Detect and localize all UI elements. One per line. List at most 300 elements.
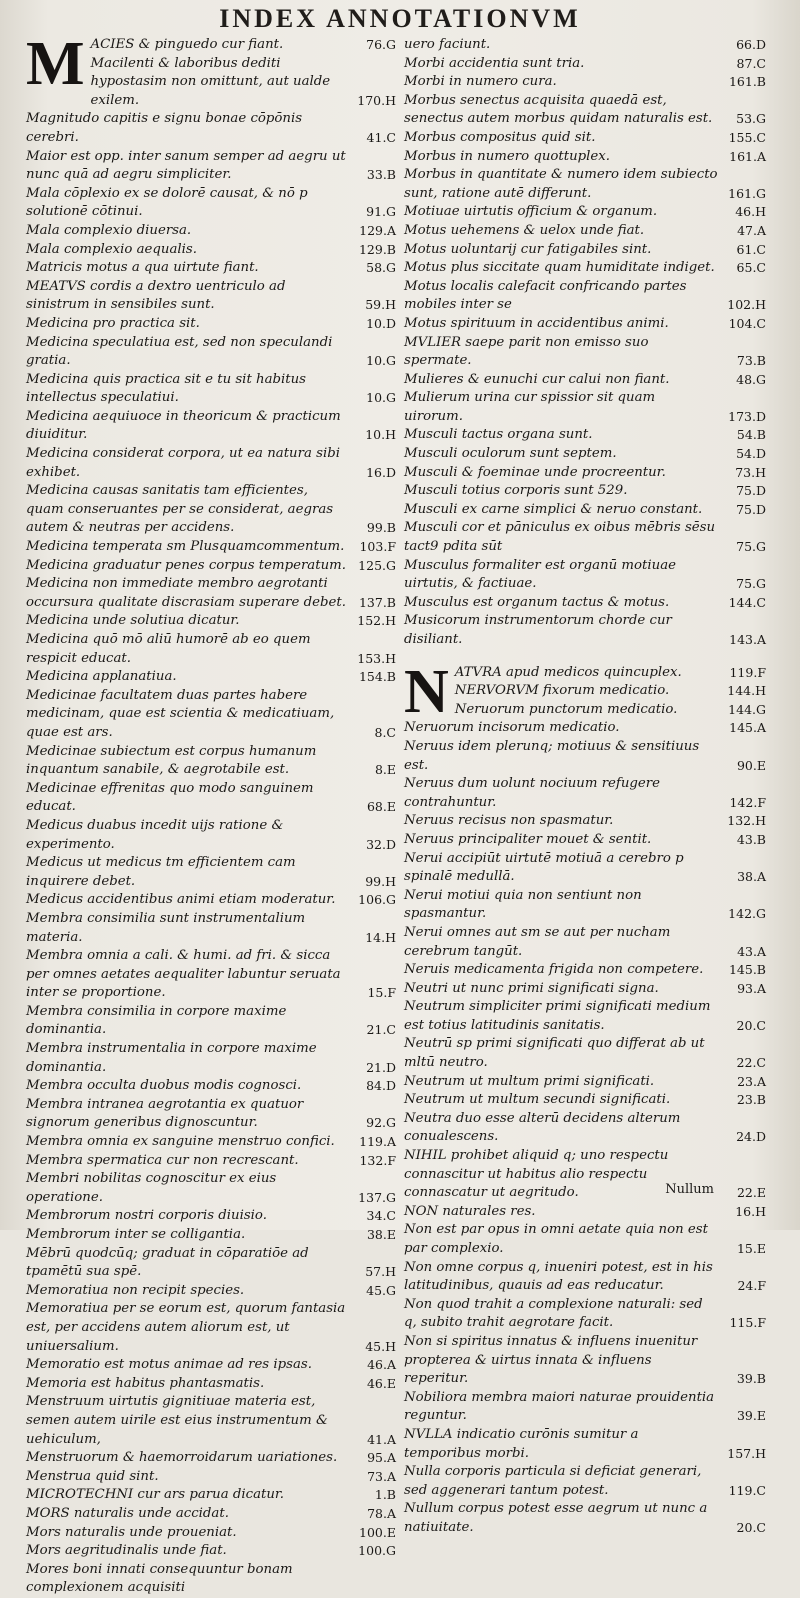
entry-text: Membra instrumentalia in corpore maxime dominantia. [26,1041,317,1075]
entry-text: Nobiliora membra maiori naturae prouidentia reguntur. [404,1389,715,1424]
right-column [404,36,766,1538]
entry-text: Medicus ut medicus tm efficientem cam inquirere debet. [26,855,296,889]
entry-page-ref: 145.A [729,720,766,736]
index-entry [404,482,766,501]
index-entry [26,1486,396,1505]
entry-text: Medicina aequiuoce in theoricum & practicum diuiditur. [26,408,341,443]
entry-text: Nulla corporis particula si deficiat generari, sed aggenerari tantum potest. [404,1464,702,1498]
index-entry [26,110,396,147]
entry-page-ref: 41.C [366,129,396,145]
entry-text: Medicina causas sanitatis tam efficientes, quam conseruantes per se considerat, aegras autem & neutras per accidens. [26,483,334,536]
index-entry [404,73,766,92]
entry-text: Neutri ut nunc primi significati signa. [404,980,659,996]
entry-text: Medicina applanatiua. [26,669,177,685]
entry-page-ref: 73.B [736,353,766,369]
index-entry [404,850,766,887]
entry-page-ref: 137.G [358,1189,396,1205]
index-entry [26,222,396,241]
entry-page-ref: 173.D [728,408,766,424]
index-entry [91,36,396,55]
entry-text: Membra omnia ex sanguine menstruo confici. [26,1134,335,1150]
entry-page-ref: 152.H [357,613,396,629]
index-entry [26,1505,396,1524]
index-entry [26,1170,396,1207]
entry-text: ACIES & pinguedo cur fiant. [90,37,284,52]
index-entry [26,1133,396,1152]
entry-page-ref: 46.H [735,204,766,220]
index-entry [404,1296,766,1333]
entry-text: Menstruorum & haemorroidarum uariationes. [26,1450,338,1466]
entry-text: Neutrum simpliciter primi significati medium est totius latitudinis sanitatis. [404,999,711,1033]
entry-text: Musculi cor et pāniculus ex oibus mēbris sēsu tact9 pdita sūt [404,520,716,555]
entry-page-ref: 99.H [365,873,396,889]
entry-page-ref: 68.E [366,799,396,815]
index-entry [404,1221,766,1258]
entry-page-ref: 106.G [358,892,396,908]
index-entry [26,185,396,222]
entry-text: Musculus formaliter est organū motiuae uirtutis, & factiuae. [404,557,676,592]
entry-text: Motus localis calefacit confricando partes mobiles inter se [404,278,687,313]
entry-page-ref: 22.E [736,1185,766,1201]
index-entry [404,445,766,464]
index-entry [404,612,766,649]
index-entry [404,278,766,315]
entry-page-ref: 75.D [736,501,766,517]
entry-text: Mulieres & eunuchi cur calui non fiant. [404,371,670,387]
entry-page-ref: 61.C [736,241,766,257]
entry-page-ref: 125.G [358,557,396,573]
index-entry [404,166,766,203]
entry-text: Neutrū sp primi significati quo differat ab ut mltū neutro. [404,1036,705,1071]
entry-page-ref: 21.C [366,1022,396,1038]
entry-text: MORS naturalis unde accidat. [26,1505,229,1521]
index-entry [404,222,766,241]
entry-text: Magnitudo capitis e signu bonae cōpōnis cerebri. [26,111,303,145]
entry-page-ref: 21.D [366,1059,396,1075]
catchword: Nullum [665,1182,714,1197]
entry-text: MVLIER saepe parit non emisso suo spermate. [404,334,649,369]
entry-page-ref: 8.C [374,724,396,740]
entry-page-ref: 119.F [729,664,766,680]
entry-text: Musculi & foeminae unde procreentur. [404,464,666,480]
entry-page-ref: 15.F [367,985,396,1001]
index-entry [404,259,766,278]
entry-text: Morbi accidentia sunt tria. [404,55,585,71]
index-entry [26,1040,396,1077]
entry-page-ref: 76.G [366,37,396,52]
entry-text: Non si spiritus innatus & influens inuenitur propterea & uirtus innata & influens reperitur. [404,1333,698,1387]
entry-page-ref: 153.H [357,650,396,666]
entry-page-ref: 137.B [358,594,396,610]
entry-text: Membra consimilia in corpore maxime dominantia. [26,1003,287,1038]
entry-text: Menstruum uirtutis gignitiuae materia est, semen autem uirile est eius instrumentum & uehiculum, [26,1394,328,1447]
index-entry [26,1300,396,1356]
index-entry [26,780,396,817]
index-entry [26,315,396,334]
entry-page-ref: 132.H [727,813,766,829]
entry-text: MEATVS cordis a dextro uentriculo ad sinistrum in sensibiles sunt. [26,278,286,313]
entry-page-ref: 47.A [737,222,766,238]
index-entry [404,719,766,738]
entry-text: Mēbrū quodcūq; graduat in cōparatiōe ad tpamētū sua spē. [26,1245,309,1280]
entry-page-ref: 54.D [736,446,766,462]
entry-page-ref: 58.G [366,260,396,276]
entry-text: Neruus idem plerunq; motiuus & sensitiuus est. [404,738,700,773]
index-entry [26,1077,396,1096]
entry-page-ref: 100.G [358,1543,396,1559]
entry-text: NIHIL prohibet aliquid q; uno respectu connascitur ut habitus alio respectu connascatur ut aegritudo. [404,1148,669,1201]
entry-page-ref: 100.E [359,1524,396,1540]
entry-text: Maior est opp. inter sanum semper ad aegru ut nunc quā ad aegru simpliciter. [26,148,346,183]
entry-text: Membra occulta duobus modis cognosci. [26,1078,302,1094]
index-entry [404,92,766,129]
entry-page-ref: 39.E [736,1408,766,1424]
entry-page-ref: 119.C [728,1482,766,1498]
index-entry [26,631,396,668]
entry-page-ref: 24.F [737,1278,766,1294]
entry-text: Non quod trahit a complexione naturali: sed q, subito trahit aegrotare facit. [404,1296,703,1331]
entry-text: Neruus principaliter mouet & sentit. [404,831,652,847]
entry-page-ref: 32.D [366,836,396,852]
index-entry [26,259,396,278]
entry-page-ref: 170.H [357,92,396,108]
entry-page-ref: 43.B [736,831,766,847]
index-entry [404,1073,766,1092]
index-entry [26,1226,396,1245]
entry-page-ref: 20.C [736,1017,766,1033]
entry-text: Membrorum nostri corporis diuisio. [26,1208,267,1224]
index-entry [404,1035,766,1072]
entry-page-ref: 115.F [729,1315,766,1331]
index-entry [26,1393,396,1449]
entry-page-ref: 38.E [366,1227,396,1242]
entry-text: ATVRA apud medicos quincuplex. [454,664,682,680]
page-header: INDEX ANNOTATIONVM [219,4,581,33]
entry-page-ref: 161.A [729,148,766,164]
index-entry [404,1203,766,1222]
entry-text: Medicina pro practica sit. [26,315,200,331]
entry-text: Neruus dum uolunt nociuum refugere contrahuntur. [404,776,661,810]
index-entry [404,980,766,999]
entry-text: Musculi totius corporis sunt 529. [404,483,628,499]
entry-page-ref: 8.E [374,762,396,778]
entry-text: Motiuae uirtutis officium & organum. [404,204,658,220]
entry-text: Membra omnia a cali. & humi. ad fri. & sicca per omnes aetates aequaliter labuntur seruata inter se proportione. [26,948,341,1001]
entry-page-ref: 57.H [365,1264,396,1280]
entry-text: Morbus compositus quid sit. [404,129,596,145]
entry-page-ref: 65.C [736,260,766,276]
index-entry [26,1003,396,1040]
index-entry [404,1110,766,1147]
entry-page-ref: 91.G [366,204,396,220]
index-entry [26,668,396,687]
entry-text: Motus uehemens & uelox unde fiat. [404,222,645,238]
entry-text: Medicina temperata sm Plusquamcommentum. [26,539,345,555]
index-entry [404,315,766,334]
entry-text: Morbi in numero cura. [404,74,557,90]
entry-page-ref: 33.B [366,167,396,183]
entry-text: Musculi tactus organa sunt. [404,427,593,443]
index-entry [404,426,766,445]
index-entry [404,36,766,55]
index-entry [404,129,766,148]
entry-page-ref: 132.F [359,1152,396,1168]
index-entry [26,910,396,947]
index-entry [26,334,396,371]
entry-page-ref: 73.H [735,464,766,480]
index-entry [26,445,396,482]
entry-text: Neruorum punctorum medicatio. [454,701,678,717]
entry-page-ref: 15.E [736,1241,766,1256]
entry-page-ref: 144.H [727,683,766,699]
entry-page-ref: 154.B [358,669,396,685]
index-entry [404,887,766,924]
entry-page-ref: 155.C [728,129,766,145]
entry-text: NVLLA indicatio curōnis sumitur a temporibus morbi. [404,1426,639,1461]
entry-page-ref: 39.B [736,1371,766,1387]
entry-page-ref: 104.C [728,315,766,331]
index-entry [404,389,766,426]
entry-page-ref: 142.G [728,906,766,922]
entry-page-ref: 22.C [736,1055,766,1071]
entry-text: Morbus in quantitate & numero idem subiecto sunt, ratione autē differunt. [404,167,718,201]
index-entry [26,1375,396,1394]
entry-page-ref: 87.C [736,55,766,71]
index-entry [26,1096,396,1133]
entry-text: NON naturales res. [404,1203,536,1219]
entry-page-ref: 75.G [736,576,766,592]
index-entry [404,464,766,483]
entry-text: Motus uoluntarij cur fatigabiles sint. [404,241,652,257]
entry-text: Memoratiua non recipit species. [26,1282,245,1298]
entry-page-ref: 99.B [366,520,396,536]
index-entry [404,203,766,222]
index-entry [91,55,396,111]
index-entry [26,1524,396,1543]
index-entry [455,682,766,701]
entry-page-ref: 84.D [366,1078,396,1094]
index-entry [404,241,766,260]
entry-text: Morbus senectus acquisita quaedā est, senectus autem morbus quidam naturalis est. [404,92,713,127]
entry-page-ref: 102.H [727,297,766,313]
entry-page-ref: 53.G [736,111,766,127]
entry-text: Medicus accidentibus animi etiam moderatur. [26,892,336,908]
index-entry [26,743,396,780]
entry-text: Medicinae effrenitas quo modo sanguinem educat. [26,780,314,815]
index-entry [26,1542,396,1561]
entry-page-ref: 93.A [737,980,766,996]
index-entry [404,1500,766,1537]
entry-text: Nullum corpus potest esse aegrum ut nunc a natiuitate. [404,1501,708,1535]
entry-page-ref: 129.B [358,241,396,257]
entry-text: Medicus duabus incedit uijs ratione & experimento. [26,817,284,852]
entry-text: Memoratio est motus animae ad res ipsas. [26,1357,312,1373]
index-entry [404,831,766,850]
entry-text: Mors aegritudinalis unde fiat. [26,1543,227,1559]
index-entry [404,924,766,961]
entry-page-ref: 46.E [366,1375,396,1391]
entry-text: Musculi oculorum sunt septem. [404,446,617,462]
index-entry [26,687,396,743]
entry-text: Medicina speculatiua est, sed non speculandi gratia. [26,334,333,369]
entry-text: Musicorum instrumentorum chorde cur disiliant. [404,613,672,647]
index-entry [404,1463,766,1500]
entry-page-ref: 20.C [736,1519,766,1535]
entry-text: Medicina unde solutiua dicatur. [26,613,240,629]
index-entry [26,1449,396,1468]
entry-page-ref: 10.D [366,315,396,331]
index-entry [26,557,396,576]
entry-text: Menstrua quid sint. [26,1468,159,1484]
entry-text: Mala complexio aequalis. [26,241,197,257]
index-entry [404,519,766,556]
entry-text: Motus spirituum in accidentibus animi. [404,315,669,331]
index-entry [26,854,396,891]
index-entry [404,148,766,167]
entry-page-ref: 66.D [736,37,766,52]
entry-page-ref: 145.B [728,962,766,978]
entry-text: Nerui accipiūt uirtutē motiuā a cerebro p spinalē medullā. [404,850,684,885]
entry-page-ref: 59.H [365,297,396,313]
entry-text: Neruus recisus non spasmatur. [404,813,614,829]
entry-text: Motus plus siccitate quam humiditate indiget. [404,260,715,276]
index-entry [404,1259,766,1296]
entry-page-ref: 34.C [366,1208,396,1224]
entry-text: Non est par opus in omni aetate quia non est par complexio. [404,1222,708,1256]
index-entry [404,738,766,775]
entry-page-ref: 24.D [736,1129,766,1145]
index-entry [455,664,766,683]
index-entry [404,812,766,831]
entry-text: Mala cōplexio ex se dolorē causat, & nō p solutionē cōtinui. [26,185,308,220]
entry-text: Mores boni innati consequuntur bonam complexionem acquisiti [26,1561,293,1596]
entry-text: Medicina quis practica sit e tu sit habitus intellectus speculatiui. [26,371,306,406]
entry-page-ref: 16.H [735,1203,766,1219]
index-entry [26,278,396,315]
entry-page-ref: 103.F [359,539,396,555]
entry-page-ref: 92.G [366,1115,396,1131]
entry-page-ref: 54.B [736,427,766,443]
entry-page-ref: 157.H [727,1445,766,1461]
entry-text: Morbus in numero quottuplex. [404,148,611,164]
index-entry [26,947,396,1003]
entry-text: Non omne corpus q, inueniri potest, est in his latitudinibus, quauis ad eas reducatur. [404,1259,713,1294]
entry-text: Membri nobilitas cognoscitur ex eius operatione. [26,1171,277,1205]
index-entry [404,371,766,390]
index-entry [404,55,766,74]
entry-text: Mors naturalis unde proueniat. [26,1524,237,1540]
entry-page-ref: 16.D [366,464,396,480]
entry-text: Neruis medicamenta frigida non competere. [404,962,704,978]
entry-page-ref: 129.A [359,222,396,238]
index-entry [26,1561,396,1598]
index-entry [404,1333,766,1389]
entry-text: MICROTECHNI cur ars parua dicatur. [26,1487,285,1503]
entry-text: Musculi ex carne simplici & neruo constant. [404,501,703,517]
entry-page-ref: 95.A [367,1450,396,1466]
entry-text: Memoratiua per se eorum est, quorum fantasia est, per accidens autem aliorum est, ut uniuersalium. [26,1301,346,1354]
dropcap-m: M [26,30,85,98]
entry-page-ref: 90.E [736,757,766,773]
index-entry [26,482,396,538]
index-entry [404,961,766,980]
index-entry [26,408,396,445]
entry-text: Neutrum ut multum secundi significati. [404,1092,671,1108]
dropcap-n: N [404,657,449,726]
entry-page-ref: 46.A [367,1357,396,1373]
entry-page-ref: 161.B [728,74,766,90]
index-entry [26,148,396,185]
left-entry-list [26,30,396,1598]
index-entry [404,1091,766,1110]
index-entry [404,775,766,812]
index-entry [26,1207,396,1226]
entry-text: Memoria est habitus phantasmatis. [26,1375,265,1391]
entry-page-ref: 10.H [365,427,396,443]
left-column [26,30,396,1598]
entry-text: Neutra duo esse alterū decidens alterum conualescens. [404,1110,681,1145]
entry-text: Membra spermatica cur non recrescant. [26,1152,299,1168]
entry-text: Membra consimilia sunt instrumentalium materia. [26,910,306,945]
entry-page-ref: 10.G [366,353,396,369]
index-entry [404,501,766,520]
entry-page-ref: 23.A [737,1073,766,1089]
entry-page-ref: 23.B [736,1092,766,1108]
entry-page-ref: 41.A [367,1431,396,1447]
entry-text: Medicinae facultatem duas partes habere medicinam, quae est scientia & medicatiuam, quae est ars. [26,687,335,740]
entry-page-ref: 10.G [366,390,396,406]
index-entry [404,334,766,371]
entry-text: Mala complexio diuersa. [26,222,192,238]
right-entry-list [404,36,766,1538]
entry-text: Nerui motiui quia non sentiunt non spasmantur. [404,887,642,922]
entry-page-ref: 144.C [728,594,766,610]
index-entry [26,1468,396,1487]
entry-page-ref: 14.H [365,929,396,945]
entry-text: Neruorum incisorum medicatio. [404,720,620,736]
entry-text: Nerui omnes aut sm se aut per nucham cerebrum tangūt. [404,924,671,959]
index-entry [404,557,766,594]
entry-page-ref: 38.A [737,869,766,885]
index-entry [26,817,396,854]
index-entry [26,612,396,631]
entry-page-ref: 142.F [729,794,766,810]
index-entry [404,1389,766,1426]
entry-text: uero faciunt. [404,37,491,52]
entry-page-ref: 78.A [367,1505,396,1521]
entry-text: Medicinae subiectum est corpus humanum inquantum sanabile, & aegrotabile est. [26,743,317,778]
entry-text: Neutrum ut multum primi significati. [404,1073,655,1089]
section-gap [404,650,766,664]
entry-page-ref: 48.G [736,371,766,387]
entry-page-ref: 161.G [728,185,766,201]
index-entry [26,1245,396,1282]
entry-text: Mulierum urina cur spissior sit quam uirorum. [404,390,656,424]
index-entry [455,701,766,720]
entry-text: Matricis motus a qua uirtute fiant. [26,260,259,276]
entry-text: Macilenti & laboribus dediti hypostasim non omittunt, aut ualde exilem. [90,55,331,108]
entry-page-ref: 1.B [374,1487,396,1503]
index-entry [26,538,396,557]
index-entry [26,241,396,260]
entry-text: Membra intranea aegrotantia ex quatuor signorum generibus dignoscuntur. [26,1096,304,1131]
index-entry [404,1426,766,1463]
entry-text: Membrorum inter se colligantia. [26,1227,246,1242]
index-entry [26,1356,396,1375]
entry-page-ref: 75.D [736,483,766,499]
entry-text: NERVORVM fixorum medicatio. [454,683,670,699]
entry-page-ref: 45.G [366,1282,396,1298]
